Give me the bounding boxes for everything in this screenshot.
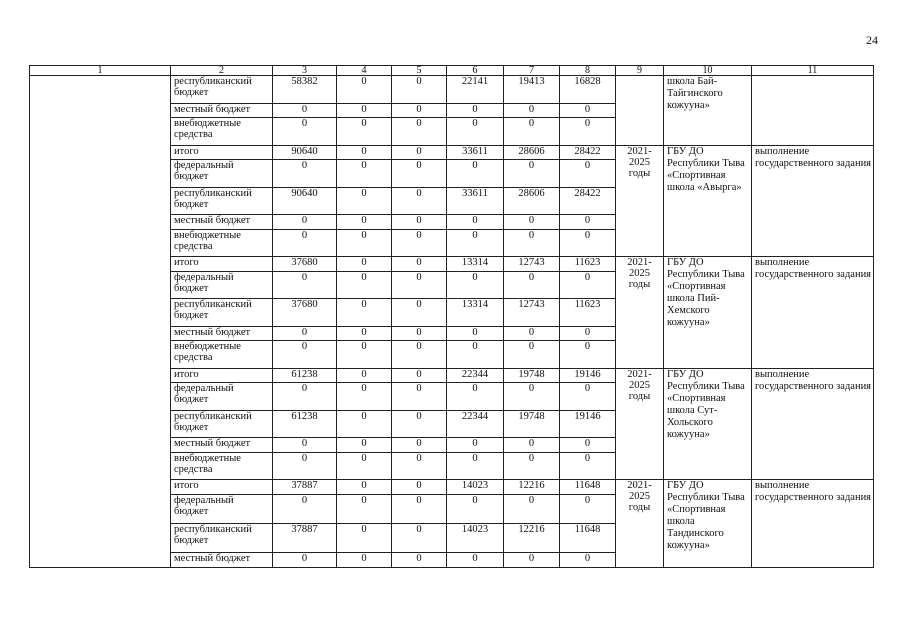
column-number-11: 11 bbox=[752, 66, 874, 76]
amount-cell: 0 bbox=[560, 452, 616, 480]
amount-cell: 37680 bbox=[273, 299, 337, 327]
column-number-3: 3 bbox=[273, 66, 337, 76]
result-cell: выполнение государственного задания bbox=[752, 257, 874, 369]
amount-cell: 0 bbox=[504, 495, 560, 524]
amount-cell: 33611 bbox=[447, 145, 504, 159]
amount-cell: 22344 bbox=[447, 410, 504, 438]
amount-cell: 0 bbox=[392, 326, 447, 340]
amount-cell: 90640 bbox=[273, 187, 337, 215]
amount-cell: 0 bbox=[447, 229, 504, 257]
amount-cell: 13314 bbox=[447, 299, 504, 327]
amount-cell: 0 bbox=[273, 383, 337, 411]
column-number-10: 10 bbox=[664, 66, 752, 76]
amount-cell: 0 bbox=[273, 438, 337, 452]
amount-cell: 0 bbox=[337, 524, 392, 553]
amount-cell: 0 bbox=[392, 117, 447, 145]
funding-source-label: итого bbox=[171, 145, 273, 159]
amount-cell: 12216 bbox=[504, 480, 560, 495]
amount-cell: 19413 bbox=[504, 76, 560, 104]
amount-cell: 11648 bbox=[560, 524, 616, 553]
amount-cell: 12216 bbox=[504, 524, 560, 553]
amount-cell: 12743 bbox=[504, 257, 560, 271]
amount-cell: 14023 bbox=[447, 524, 504, 553]
amount-cell: 0 bbox=[392, 229, 447, 257]
amount-cell: 0 bbox=[560, 552, 616, 567]
amount-cell: 0 bbox=[337, 215, 392, 229]
amount-cell: 0 bbox=[447, 552, 504, 567]
amount-cell: 11623 bbox=[560, 257, 616, 271]
amount-cell: 0 bbox=[447, 452, 504, 480]
amount-cell: 0 bbox=[392, 76, 447, 104]
result-cell bbox=[752, 76, 874, 146]
amount-cell: 0 bbox=[504, 159, 560, 187]
amount-cell: 0 bbox=[337, 257, 392, 271]
executor-cell: ГБУ ДО Республики Тыва «Спортивная школа Пий-Хемского кожууна» bbox=[664, 257, 752, 369]
amount-cell: 0 bbox=[392, 452, 447, 480]
amount-cell: 0 bbox=[337, 495, 392, 524]
amount-cell: 0 bbox=[504, 215, 560, 229]
column-number-7: 7 bbox=[504, 66, 560, 76]
funding-source-label: федеральный бюджет bbox=[171, 159, 273, 187]
amount-cell: 0 bbox=[392, 299, 447, 327]
amount-cell: 0 bbox=[392, 145, 447, 159]
period-cell bbox=[616, 76, 664, 146]
amount-cell: 58382 bbox=[273, 76, 337, 104]
amount-cell: 0 bbox=[337, 103, 392, 117]
funding-source-label: местный бюджет bbox=[171, 326, 273, 340]
funding-source-label: внебюджетные средства bbox=[171, 229, 273, 257]
funding-source-label: республиканский бюджет bbox=[171, 299, 273, 327]
amount-cell: 0 bbox=[337, 299, 392, 327]
amount-cell: 61238 bbox=[273, 410, 337, 438]
amount-cell: 90640 bbox=[273, 145, 337, 159]
amount-cell: 22344 bbox=[447, 368, 504, 382]
amount-cell: 28606 bbox=[504, 145, 560, 159]
amount-cell: 0 bbox=[560, 117, 616, 145]
funding-source-label: местный бюджет bbox=[171, 215, 273, 229]
amount-cell: 0 bbox=[273, 271, 337, 299]
funding-source-label: местный бюджет bbox=[171, 552, 273, 567]
amount-cell: 0 bbox=[337, 552, 392, 567]
amount-cell: 0 bbox=[447, 326, 504, 340]
amount-cell: 0 bbox=[337, 480, 392, 495]
amount-cell: 0 bbox=[560, 341, 616, 369]
amount-cell: 0 bbox=[392, 368, 447, 382]
amount-cell: 0 bbox=[337, 187, 392, 215]
funding-source-label: республиканский бюджет bbox=[171, 410, 273, 438]
amount-cell: 0 bbox=[504, 438, 560, 452]
amount-cell: 0 bbox=[447, 117, 504, 145]
amount-cell: 19748 bbox=[504, 410, 560, 438]
amount-cell: 0 bbox=[392, 552, 447, 567]
amount-cell: 0 bbox=[337, 438, 392, 452]
column-number-1: 1 bbox=[30, 66, 171, 76]
amount-cell: 0 bbox=[447, 271, 504, 299]
funding-source-label: федеральный бюджет bbox=[171, 495, 273, 524]
column-number-6: 6 bbox=[447, 66, 504, 76]
funding-source-label: республиканский бюджет bbox=[171, 187, 273, 215]
amount-cell: 0 bbox=[273, 215, 337, 229]
amount-cell: 0 bbox=[392, 187, 447, 215]
amount-cell: 0 bbox=[504, 117, 560, 145]
amount-cell: 0 bbox=[504, 103, 560, 117]
amount-cell: 0 bbox=[392, 257, 447, 271]
amount-cell: 12743 bbox=[504, 299, 560, 327]
amount-cell: 0 bbox=[392, 271, 447, 299]
amount-cell: 0 bbox=[504, 271, 560, 299]
amount-cell: 19146 bbox=[560, 410, 616, 438]
amount-cell: 0 bbox=[560, 159, 616, 187]
amount-cell: 0 bbox=[273, 159, 337, 187]
funding-source-label: итого bbox=[171, 480, 273, 495]
amount-cell: 0 bbox=[392, 103, 447, 117]
amount-cell: 22141 bbox=[447, 76, 504, 104]
period-cell: 2021-2025 годы bbox=[616, 480, 664, 568]
amount-cell: 0 bbox=[337, 117, 392, 145]
column-number-2: 2 bbox=[171, 66, 273, 76]
amount-cell: 0 bbox=[392, 438, 447, 452]
executor-cell: школа Бай-Тайгинского кожууна» bbox=[664, 76, 752, 146]
amount-cell: 0 bbox=[504, 229, 560, 257]
amount-cell: 0 bbox=[560, 326, 616, 340]
funding-source-label: внебюджетные средства bbox=[171, 117, 273, 145]
amount-cell: 11648 bbox=[560, 480, 616, 495]
amount-cell: 0 bbox=[392, 341, 447, 369]
amount-cell: 28422 bbox=[560, 187, 616, 215]
amount-cell: 37887 bbox=[273, 524, 337, 553]
result-cell: выполнение государственного задания bbox=[752, 480, 874, 568]
amount-cell: 0 bbox=[560, 215, 616, 229]
amount-cell: 0 bbox=[560, 271, 616, 299]
amount-cell: 0 bbox=[504, 552, 560, 567]
funding-source-label: местный бюджет bbox=[171, 438, 273, 452]
amount-cell: 0 bbox=[560, 229, 616, 257]
amount-cell: 19146 bbox=[560, 368, 616, 382]
column-number-8: 8 bbox=[560, 66, 616, 76]
column-number-4: 4 bbox=[337, 66, 392, 76]
amount-cell: 28606 bbox=[504, 187, 560, 215]
result-cell: выполнение государственного задания bbox=[752, 145, 874, 257]
executor-cell: ГБУ ДО Республики Тыва «Спортивная школа «Авырга» bbox=[664, 145, 752, 257]
funding-source-label: федеральный бюджет bbox=[171, 383, 273, 411]
amount-cell: 0 bbox=[504, 452, 560, 480]
amount-cell: 0 bbox=[337, 159, 392, 187]
amount-cell: 0 bbox=[447, 159, 504, 187]
column-number-9: 9 bbox=[616, 66, 664, 76]
amount-cell: 19748 bbox=[504, 368, 560, 382]
amount-cell: 0 bbox=[392, 495, 447, 524]
amount-cell: 16828 bbox=[560, 76, 616, 104]
table-row bbox=[30, 76, 874, 104]
executor-cell: ГБУ ДО Республики Тыва «Спортивная школа Сут-Хольского кожууна» bbox=[664, 368, 752, 480]
amount-cell: 61238 bbox=[273, 368, 337, 382]
executor-cell: ГБУ ДО Республики Тыва «Спортивная школа Тандинского кожууна» bbox=[664, 480, 752, 568]
amount-cell: 28422 bbox=[560, 145, 616, 159]
amount-cell: 0 bbox=[392, 480, 447, 495]
amount-cell: 0 bbox=[337, 76, 392, 104]
amount-cell: 0 bbox=[337, 452, 392, 480]
funding-source-label: федеральный бюджет bbox=[171, 271, 273, 299]
period-cell: 2021-2025 годы bbox=[616, 368, 664, 480]
amount-cell: 0 bbox=[337, 383, 392, 411]
amount-cell: 0 bbox=[560, 495, 616, 524]
amount-cell: 33611 bbox=[447, 187, 504, 215]
amount-cell: 14023 bbox=[447, 480, 504, 495]
amount-cell: 0 bbox=[337, 229, 392, 257]
amount-cell: 0 bbox=[392, 159, 447, 187]
amount-cell: 0 bbox=[447, 438, 504, 452]
amount-cell: 0 bbox=[504, 383, 560, 411]
amount-cell: 0 bbox=[447, 495, 504, 524]
amount-cell: 0 bbox=[337, 326, 392, 340]
amount-cell: 0 bbox=[560, 438, 616, 452]
amount-cell: 0 bbox=[273, 552, 337, 567]
amount-cell: 37887 bbox=[273, 480, 337, 495]
amount-cell: 0 bbox=[392, 215, 447, 229]
amount-cell: 0 bbox=[273, 452, 337, 480]
amount-cell: 0 bbox=[447, 383, 504, 411]
amount-cell: 0 bbox=[447, 215, 504, 229]
amount-cell: 0 bbox=[560, 103, 616, 117]
amount-cell: 0 bbox=[337, 341, 392, 369]
column-number-5: 5 bbox=[392, 66, 447, 76]
page-number: 24 bbox=[866, 33, 878, 47]
amount-cell: 0 bbox=[273, 229, 337, 257]
amount-cell: 0 bbox=[337, 410, 392, 438]
amount-cell: 0 bbox=[273, 341, 337, 369]
funding-source-label: внебюджетные средства bbox=[171, 341, 273, 369]
amount-cell: 0 bbox=[447, 103, 504, 117]
result-cell: выполнение государственного задания bbox=[752, 368, 874, 480]
funding-source-label: республиканский бюджет bbox=[171, 524, 273, 553]
column-1-cell bbox=[30, 76, 171, 568]
amount-cell: 0 bbox=[273, 103, 337, 117]
amount-cell: 0 bbox=[392, 383, 447, 411]
amount-cell: 0 bbox=[337, 368, 392, 382]
amount-cell: 0 bbox=[273, 326, 337, 340]
period-cell: 2021-2025 годы bbox=[616, 257, 664, 369]
amount-cell: 0 bbox=[504, 341, 560, 369]
amount-cell: 0 bbox=[273, 117, 337, 145]
period-cell: 2021-2025 годы bbox=[616, 145, 664, 257]
amount-cell: 0 bbox=[273, 495, 337, 524]
amount-cell: 0 bbox=[392, 410, 447, 438]
amount-cell: 0 bbox=[392, 524, 447, 553]
funding-source-label: внебюджетные средства bbox=[171, 452, 273, 480]
funding-source-label: республиканский бюджет bbox=[171, 76, 273, 104]
amount-cell: 11623 bbox=[560, 299, 616, 327]
budget-table bbox=[29, 65, 874, 568]
funding-source-label: итого bbox=[171, 257, 273, 271]
column-number-row bbox=[30, 66, 874, 76]
amount-cell: 0 bbox=[560, 383, 616, 411]
amount-cell: 0 bbox=[337, 145, 392, 159]
amount-cell: 0 bbox=[337, 271, 392, 299]
amount-cell: 0 bbox=[447, 341, 504, 369]
funding-source-label: местный бюджет bbox=[171, 103, 273, 117]
amount-cell: 13314 bbox=[447, 257, 504, 271]
amount-cell: 37680 bbox=[273, 257, 337, 271]
funding-source-label: итого bbox=[171, 368, 273, 382]
amount-cell: 0 bbox=[504, 326, 560, 340]
